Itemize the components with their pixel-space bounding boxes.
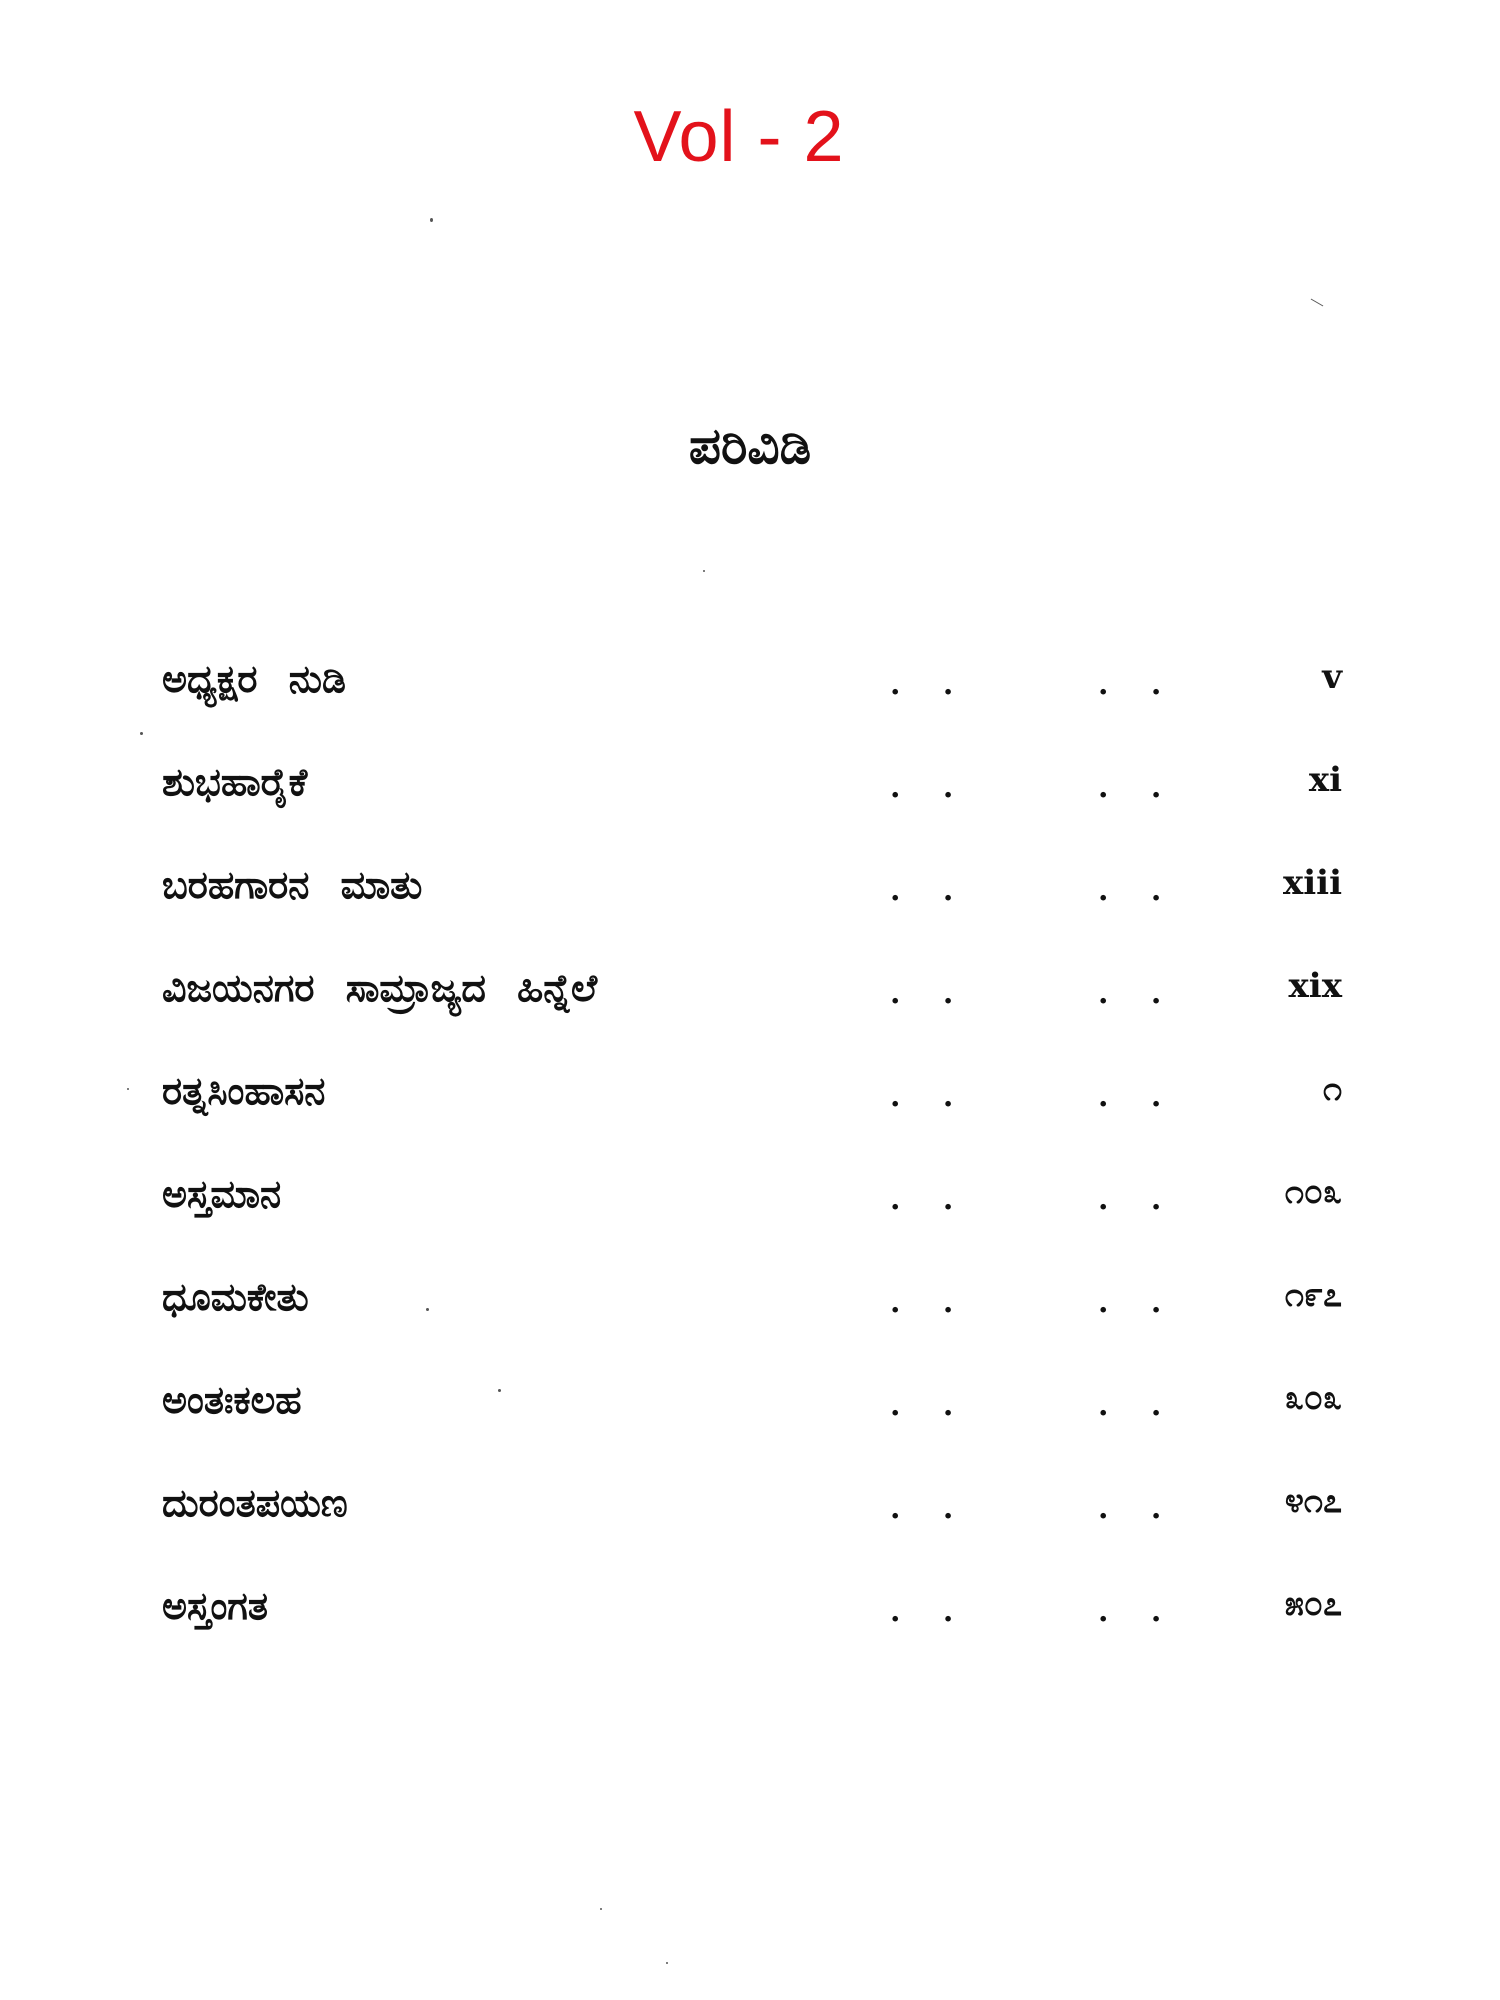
dot-leader: . . — [1098, 873, 1178, 908]
scan-speck — [498, 1389, 501, 1392]
toc-entry-title: ಧೂಮಕೇತು — [162, 1275, 309, 1319]
toc-entry — [0, 1560, 1500, 1663]
toc-entry-page: ೧ — [1322, 1069, 1342, 1109]
volume-label: Vol - 2 — [633, 97, 845, 177]
dot-leader: . . — [890, 976, 970, 1011]
toc-entry-title: ವಿಜಯನಗರ ಸಾಮ್ರಾಜ್ಯದ ಹಿನ್ನೆಲೆ — [162, 966, 598, 1010]
scan-speck — [666, 1962, 668, 1964]
dot-leader: . . — [1098, 1285, 1178, 1320]
toc-entry — [0, 1457, 1500, 1560]
toc-entry-page: ೧೦೩ — [1284, 1172, 1342, 1212]
scan-speck — [140, 732, 143, 735]
scan-speck — [1311, 299, 1324, 307]
dot-leader: . . — [890, 1388, 970, 1423]
toc-entry — [0, 633, 1500, 736]
dot-leader: . . — [890, 1079, 970, 1114]
toc-entry-title: ಬರಹಗಾರನ ಮಾತು — [162, 863, 423, 907]
dot-leader: . . — [1098, 1079, 1178, 1114]
dot-leader: . . — [1098, 1594, 1178, 1629]
dot-leader: . . — [890, 1285, 970, 1320]
dot-leader: . . — [1098, 976, 1178, 1011]
dot-leader: . . — [890, 1182, 970, 1217]
scan-speck — [430, 218, 433, 222]
dot-leader: . . — [890, 667, 970, 702]
dot-leader: . . — [1098, 1388, 1178, 1423]
scan-speck — [600, 1908, 602, 1910]
toc-entry-title: ದುರಂತಪಯಣ — [162, 1481, 348, 1525]
dot-leader: . . — [1098, 667, 1178, 702]
dot-leader: . . — [890, 873, 970, 908]
dot-leader: . . — [890, 1594, 970, 1629]
toc-entry — [0, 1354, 1500, 1457]
dot-leader: . . — [1098, 1182, 1178, 1217]
toc-entry-title: ರತ್ನಸಿಂಹಾಸನ — [162, 1069, 326, 1113]
toc-entry — [0, 942, 1500, 1045]
toc-entry — [0, 1148, 1500, 1251]
toc-entry-title: ಅಸ್ತಂಗತ — [162, 1584, 268, 1628]
toc-entry-page: xiii — [1282, 863, 1342, 903]
scan-speck — [703, 570, 705, 572]
toc-entry-page: xi — [1308, 760, 1342, 800]
toc-entry-page: xix — [1288, 966, 1342, 1006]
toc-entry-page: ೩೦೩ — [1284, 1378, 1342, 1418]
toc-entry-title: ಅಸ್ತಮಾನ — [162, 1172, 282, 1216]
scan-speck — [127, 1088, 129, 1090]
dot-leader: . . — [890, 1491, 970, 1526]
scan-speck — [426, 1308, 429, 1311]
dot-leader: . . — [890, 770, 970, 805]
table-of-contents — [0, 633, 1500, 1663]
toc-entry — [0, 1251, 1500, 1354]
toc-entry-title: ಅಧ್ಯಕ್ಷರ ನುಡಿ — [162, 657, 346, 701]
toc-entry-page: ೫೦೭ — [1284, 1584, 1342, 1624]
toc-entry-page: v — [1322, 657, 1342, 697]
toc-entry — [0, 736, 1500, 839]
dot-leader: . . — [1098, 1491, 1178, 1526]
toc-entry-title: ಶುಭಹಾರೈಕೆ — [162, 760, 308, 804]
page-title: ಪರಿವಿಡಿ — [688, 417, 812, 475]
toc-entry-page: ೪೧೭ — [1284, 1481, 1342, 1521]
toc-entry — [0, 1045, 1500, 1148]
toc-entry-page: ೧೯೭ — [1284, 1275, 1342, 1315]
toc-entry — [0, 839, 1500, 942]
dot-leader: . . — [1098, 770, 1178, 805]
toc-entry-title: ಅಂತಃಕಲಹ — [162, 1378, 302, 1422]
